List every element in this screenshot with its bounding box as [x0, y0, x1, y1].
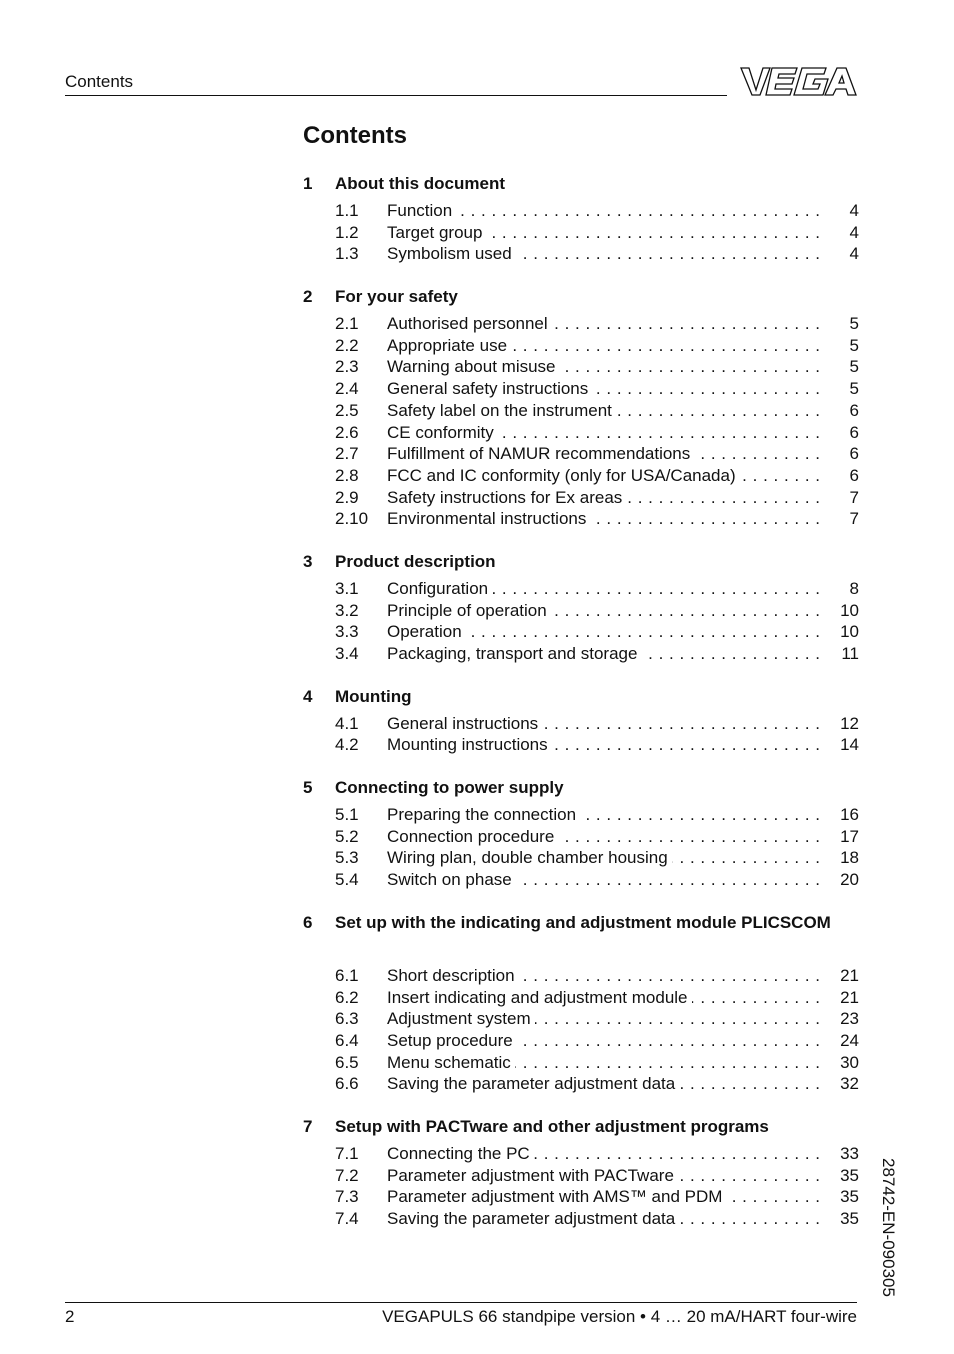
entry-label-text: Safety label on the instrument	[387, 401, 616, 420]
entry-page-number: 17	[840, 826, 859, 846]
entry-label	[387, 222, 819, 244]
section-title: For your safety	[335, 287, 458, 307]
entry-label-text: Authorised personnel	[387, 314, 552, 333]
entry-page-number: 35	[840, 1187, 859, 1207]
entry-label	[387, 621, 819, 643]
section-number: 5	[303, 778, 313, 798]
entry-label	[387, 643, 819, 665]
entry-label	[387, 335, 819, 357]
entry-label	[387, 313, 819, 335]
entry-number: 7.2	[335, 1165, 359, 1185]
entry-label-text: Function	[387, 201, 456, 220]
toc-section-heading[interactable]	[303, 911, 859, 961]
toc-entry-list	[303, 965, 859, 1095]
toc-entry[interactable]	[303, 378, 859, 400]
entry-number: 2.3	[335, 357, 359, 377]
section-title: Mounting	[335, 686, 412, 706]
entry-page-number: 6	[849, 422, 859, 442]
entry-page-number: 4	[849, 201, 859, 220]
section-title: Connecting to power supply	[335, 778, 564, 798]
entry-number: 6.5	[335, 1052, 359, 1072]
entry-label-text: CE conformity	[387, 423, 498, 442]
entry-label-text: Connecting the PC	[387, 1144, 534, 1163]
entry-number: 1.2	[335, 222, 359, 242]
entry-label-text: Switch on phase	[387, 870, 516, 889]
toc-entry[interactable]	[303, 621, 859, 643]
toc-entry[interactable]	[303, 1052, 859, 1074]
entry-label	[387, 713, 819, 735]
entry-label	[387, 869, 819, 891]
entry-label-text: Preparing the connection	[387, 805, 580, 824]
entry-page-number: 5	[849, 379, 859, 399]
entry-label	[387, 465, 819, 487]
entry-number: 7.1	[335, 1143, 359, 1163]
entry-number: 5.4	[335, 870, 359, 890]
entry-label	[387, 734, 819, 756]
section-title: About this document	[335, 174, 505, 193]
entry-label	[387, 1030, 819, 1052]
entry-number: 6.2	[335, 987, 359, 1007]
entry-page-number: 16	[840, 805, 859, 825]
toc-section-heading[interactable]	[303, 1115, 859, 1139]
toc-entry[interactable]	[303, 1165, 859, 1187]
entry-label	[387, 965, 819, 987]
entry-label	[387, 356, 819, 378]
entry-label	[387, 443, 819, 465]
entry-number: 1.3	[335, 244, 359, 264]
entry-label-text: Short description	[387, 966, 519, 985]
entry-label	[387, 422, 819, 444]
entry-number: 5.1	[335, 805, 359, 825]
entry-number: 6.3	[335, 1009, 359, 1029]
entry-label-text: Configuration	[387, 579, 492, 598]
entry-label-text: Target group	[387, 223, 486, 242]
entry-label-text: FCC and IC conformity (only for USA/Canada)	[387, 466, 740, 485]
entry-label-text: Symbolism used	[387, 244, 516, 263]
section-number: 3	[303, 551, 313, 571]
header-rule	[65, 95, 727, 96]
entry-label	[387, 804, 819, 826]
toc-entry[interactable]	[303, 847, 859, 869]
entry-page-number: 33	[840, 1143, 859, 1163]
toc-entry-list	[303, 200, 859, 265]
entry-number: 2.8	[335, 465, 359, 485]
entry-label-text: Appropriate use	[387, 336, 511, 355]
entry-number: 4.2	[335, 735, 359, 755]
entry-page-number: 4	[849, 222, 859, 242]
toc-entry-list	[303, 1143, 859, 1230]
entry-page-number: 8	[849, 578, 859, 598]
entry-label	[387, 1186, 819, 1208]
toc-entry-list	[303, 313, 859, 530]
toc-entry-list	[303, 804, 859, 891]
toc-entry[interactable]	[303, 1073, 859, 1095]
section-number: 4	[303, 686, 313, 706]
entry-number: 2.5	[335, 400, 359, 420]
entry-label-text: Wiring plan, double chamber housing	[387, 848, 672, 867]
section-number: 7	[303, 1116, 313, 1136]
entry-label	[387, 487, 819, 509]
entry-number: 1.1	[335, 201, 359, 220]
entry-label-text: Setup procedure	[387, 1031, 517, 1050]
entry-number: 2.9	[335, 487, 359, 507]
entry-page-number: 14	[840, 735, 859, 755]
entry-number: 5.2	[335, 826, 359, 846]
toc-section	[303, 285, 859, 530]
entry-page-number: 6	[849, 444, 859, 464]
toc-entry[interactable]	[303, 443, 859, 465]
entry-label	[387, 600, 819, 622]
toc-section-heading[interactable]	[303, 172, 859, 196]
entry-number: 2.4	[335, 379, 359, 399]
section-title: Set up with the indicating and adjustment module PLICSCOM	[335, 912, 831, 932]
table-of-contents	[303, 172, 859, 1250]
entry-number: 4.1	[335, 713, 359, 733]
entry-label	[387, 578, 819, 600]
entry-number: 5.3	[335, 848, 359, 868]
header-label: Contents	[65, 72, 134, 91]
toc-entry[interactable]	[303, 508, 859, 530]
toc-entry[interactable]	[303, 422, 859, 444]
toc-entry[interactable]	[303, 869, 859, 891]
toc-section-heading[interactable]	[303, 285, 859, 309]
toc-entry[interactable]	[303, 335, 859, 357]
entry-label-text: Saving the parameter adjustment data	[387, 1209, 679, 1228]
entry-page-number: 7	[849, 487, 859, 507]
entry-number: 6.1	[335, 965, 359, 985]
entry-label-text: Connection procedure	[387, 827, 558, 846]
entry-label-text: Operation	[387, 622, 466, 641]
toc-entry[interactable]	[303, 1186, 859, 1208]
entry-page-number: 23	[840, 1009, 859, 1029]
entry-label-text: Menu schematic	[387, 1053, 515, 1072]
toc-entry[interactable]	[303, 643, 859, 665]
entry-number: 2.7	[335, 444, 359, 464]
entry-number: 2.1	[335, 314, 359, 334]
toc-section	[303, 776, 859, 891]
entry-label	[387, 508, 819, 530]
entry-page-number: 6	[849, 465, 859, 485]
entry-label	[387, 378, 819, 400]
entry-label-text: General instructions	[387, 714, 542, 733]
entry-label-text: Parameter adjustment with AMS™ and PDM	[387, 1187, 726, 1206]
entry-page-number: 10	[840, 622, 859, 642]
toc-entry[interactable]	[303, 465, 859, 487]
footer-page-number: 2	[65, 1307, 75, 1326]
toc-section-heading[interactable]	[303, 685, 859, 709]
toc-section	[303, 1115, 859, 1230]
section-number: 2	[303, 287, 313, 307]
toc-entry[interactable]	[303, 965, 859, 987]
toc-entry[interactable]	[303, 713, 859, 735]
entry-page-number: 11	[841, 644, 859, 663]
toc-entry[interactable]	[303, 1008, 859, 1030]
entry-label-text: Mounting instructions	[387, 735, 552, 754]
toc-entry[interactable]	[303, 313, 859, 335]
toc-entry[interactable]	[303, 804, 859, 826]
toc-entry[interactable]	[303, 487, 859, 509]
toc-section	[303, 911, 859, 1095]
entry-page-number: 12	[840, 713, 859, 733]
toc-entry[interactable]	[303, 243, 859, 265]
entry-number: 6.6	[335, 1074, 359, 1094]
entry-page-number: 4	[849, 244, 859, 264]
section-title: Product description	[335, 551, 496, 571]
document-code: 28742-EN-090305	[879, 1158, 898, 1297]
entry-label	[387, 1208, 819, 1230]
section-number: 1	[303, 174, 313, 193]
entry-label-text: Insert indicating and adjustment module	[387, 988, 692, 1007]
entry-number: 3.1	[335, 578, 359, 598]
entry-page-number: 6	[849, 400, 859, 420]
entry-label	[387, 200, 819, 222]
toc-section	[303, 685, 859, 756]
toc-section-heading[interactable]	[303, 776, 859, 800]
entry-label	[387, 1052, 819, 1074]
vega-logo	[740, 66, 857, 97]
toc-entry[interactable]	[303, 1208, 859, 1230]
entry-label	[387, 987, 819, 1009]
toc-section	[303, 550, 859, 665]
page-title: Contents	[303, 122, 407, 149]
entry-label-text: Packaging, transport and storage	[387, 644, 641, 663]
entry-label-text: Principle of operation	[387, 601, 551, 620]
toc-entry[interactable]	[303, 826, 859, 848]
entry-page-number: 24	[840, 1030, 859, 1050]
entry-label-text: Adjustment system	[387, 1009, 535, 1028]
entry-label	[387, 826, 819, 848]
toc-entry-list	[303, 713, 859, 756]
entry-page-number: 30	[840, 1052, 859, 1072]
section-title: Setup with PACTware and other adjustment programs	[335, 1116, 769, 1136]
entry-label	[387, 400, 819, 422]
entry-label	[387, 847, 819, 869]
entry-page-number: 7	[849, 509, 859, 529]
entry-number: 2.10	[335, 509, 369, 529]
toc-entry[interactable]	[303, 1143, 859, 1165]
entry-label-text: General safety instructions	[387, 379, 592, 398]
toc-entry[interactable]	[303, 200, 859, 222]
entry-number: 2.2	[335, 335, 359, 355]
entry-number: 3.4	[335, 644, 359, 663]
entry-label-text: Fulfillment of NAMUR recommendations	[387, 444, 694, 463]
entry-page-number: 5	[849, 357, 859, 377]
toc-entry[interactable]	[303, 1030, 859, 1052]
toc-entry[interactable]	[303, 600, 859, 622]
footer-doc-title: VEGAPULS 66 standpipe version • 4 … 20 mA/HART four-wire	[382, 1307, 857, 1326]
entry-page-number: 18	[840, 848, 859, 868]
section-number: 6	[303, 912, 313, 932]
toc-entry[interactable]	[303, 987, 859, 1009]
footer-rule	[65, 1302, 857, 1303]
entry-page-number: 5	[849, 314, 859, 334]
entry-label	[387, 1073, 819, 1095]
entry-number: 3.3	[335, 622, 359, 642]
toc-section	[303, 172, 859, 265]
entry-label-text: Environmental instructions	[387, 509, 590, 528]
entry-label	[387, 243, 819, 265]
entry-page-number: 21	[840, 987, 859, 1007]
entry-label-text: Saving the parameter adjustment data	[387, 1074, 679, 1093]
toc-entry[interactable]	[303, 578, 859, 600]
entry-number: 7.4	[335, 1209, 359, 1228]
toc-entry[interactable]	[303, 356, 859, 378]
toc-entry[interactable]	[303, 400, 859, 422]
entry-label-text: Safety instructions for Ex areas	[387, 488, 626, 507]
entry-page-number: 32	[840, 1074, 859, 1094]
entry-label-text: Warning about misuse	[387, 357, 560, 376]
toc-entry[interactable]	[303, 734, 859, 756]
entry-label	[387, 1165, 819, 1187]
toc-entry[interactable]	[303, 222, 859, 244]
entry-label-text: Parameter adjustment with PACTware	[387, 1166, 678, 1185]
entry-number: 6.4	[335, 1030, 359, 1050]
entry-page-number: 35	[840, 1209, 859, 1228]
entry-number: 2.6	[335, 422, 359, 442]
entry-label	[387, 1143, 819, 1165]
entry-number: 3.2	[335, 600, 359, 620]
entry-label	[387, 1008, 819, 1030]
entry-page-number: 35	[840, 1165, 859, 1185]
toc-section-heading[interactable]	[303, 550, 859, 574]
entry-number: 7.3	[335, 1187, 359, 1207]
entry-page-number: 10	[840, 600, 859, 620]
entry-page-number: 5	[849, 335, 859, 355]
toc-entry-list	[303, 578, 859, 665]
entry-page-number: 20	[840, 870, 859, 890]
entry-page-number: 21	[840, 965, 859, 985]
